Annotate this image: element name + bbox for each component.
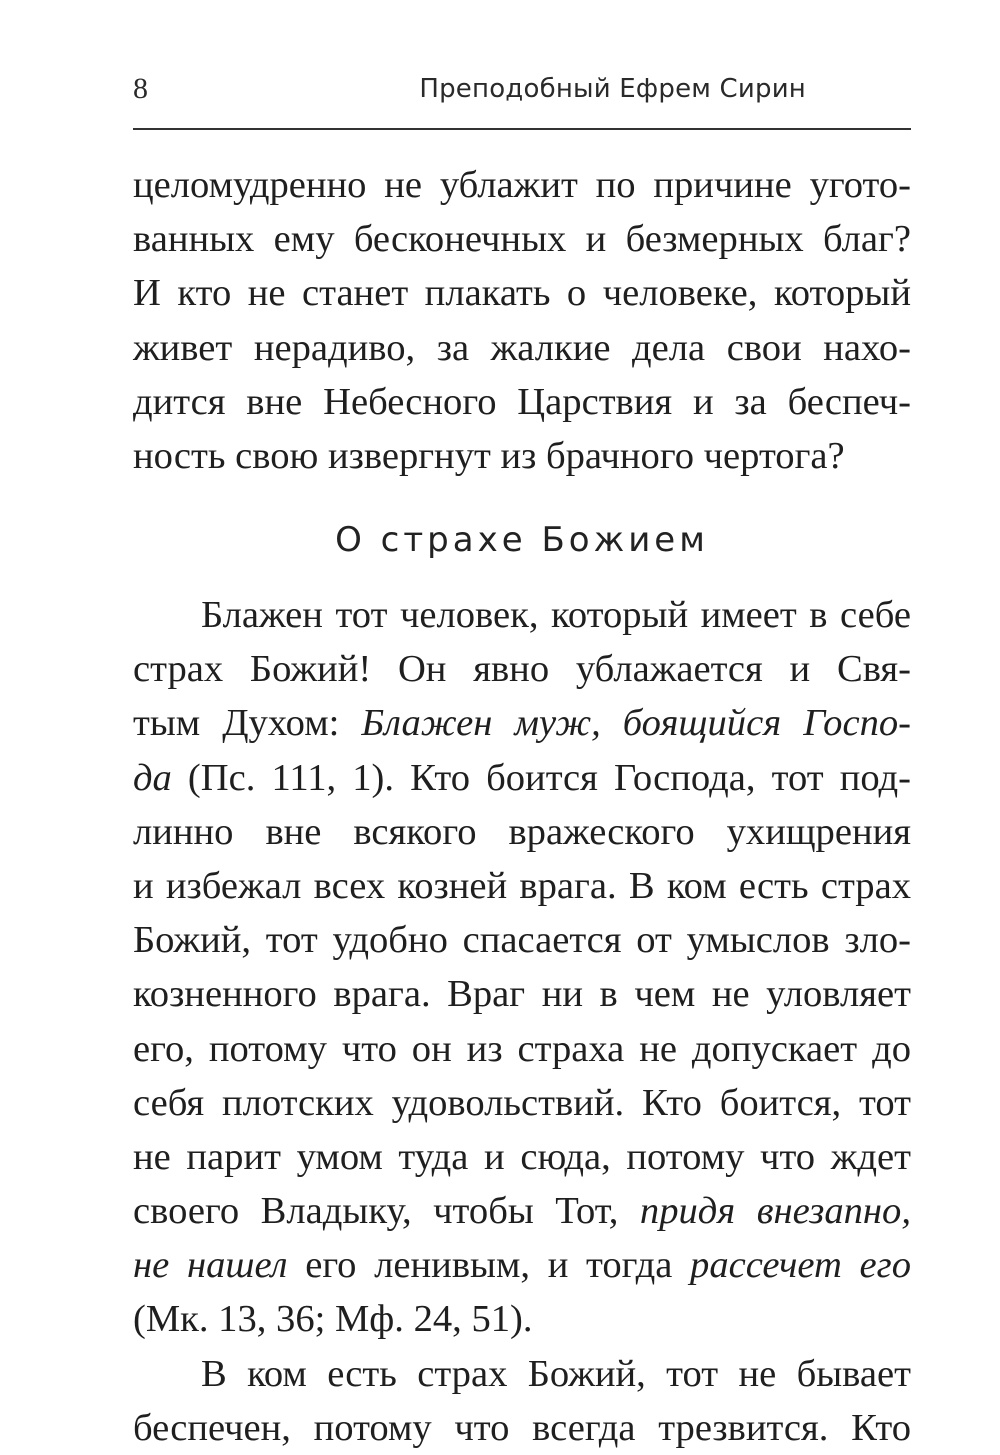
text-run: (Пс. 111, 1). Кто боится Господа, тот под- <box>171 756 911 799</box>
page-number: 8 <box>133 72 148 105</box>
text-line: беспечен, потому что всегда трезвится. Кто <box>133 1406 911 1449</box>
text-line: его, потому что он из страха не допускает до <box>133 1027 911 1070</box>
text-line: не парит умом туда и сюда, потому что ждет <box>133 1135 911 1178</box>
running-title: Преподобный Ефрем Сирин <box>419 74 806 104</box>
text-line: Блажен тот человек, который имеет в себе <box>201 594 911 636</box>
text-line: себя плотских удовольствий. Кто боится, тот <box>133 1081 911 1124</box>
text-line: И кто не станет плакать о человеке, который <box>133 272 911 315</box>
text-line: В ком есть страх Божий, тот не бывает <box>201 1352 911 1395</box>
text-line: и избежал всех козней врага. В ком есть страх <box>133 864 911 907</box>
text-line: ность свою извергнут из брачного чертога? <box>133 434 845 477</box>
text-run: его ленивым, и тогда <box>287 1244 691 1287</box>
scripture-quote: придя внезапно, <box>639 1190 911 1233</box>
text-run: тым Духом: <box>133 702 362 745</box>
text-line <box>133 1184 911 1238</box>
text-line: (Мк. 13, 36; Мф. 24, 51). <box>133 1298 533 1341</box>
scripture-quote: рассечет его <box>690 1244 911 1287</box>
scripture-quote: да <box>133 756 172 799</box>
text-line: козненного врага. Враг ни в чем не уловляет <box>133 973 911 1016</box>
text-line: страх Божий! Он явно ублажается и Свя- <box>133 648 911 691</box>
paragraph-continued <box>133 158 911 483</box>
text-line <box>133 1238 911 1292</box>
section-body <box>133 588 911 1455</box>
scripture-quote: Блажен муж, боящийся Госпо- <box>361 702 911 745</box>
text-run: своего Владыку, чтобы Тот, <box>133 1190 640 1233</box>
header-rule <box>133 128 911 130</box>
text-line: Божий, тот удобно спасается от умыслов зло- <box>133 919 911 962</box>
text-line <box>133 751 911 805</box>
scripture-quote: не нашел <box>133 1244 288 1287</box>
text-line: живет нерадиво, за жалкие дела свои нахо- <box>133 326 911 369</box>
text-line: ванных ему бесконечных и безмерных благ? <box>133 218 911 261</box>
running-header <box>133 72 910 112</box>
section-heading: О страхе Божием <box>335 520 709 560</box>
text-line: дится вне Небесного Царствия и за беспеч- <box>133 380 911 423</box>
text-line: линно вне всякого вражеского ухищрения <box>133 810 911 853</box>
text-line <box>133 696 911 750</box>
text-line: целомудренно не ублажит по причине угото- <box>133 164 911 206</box>
